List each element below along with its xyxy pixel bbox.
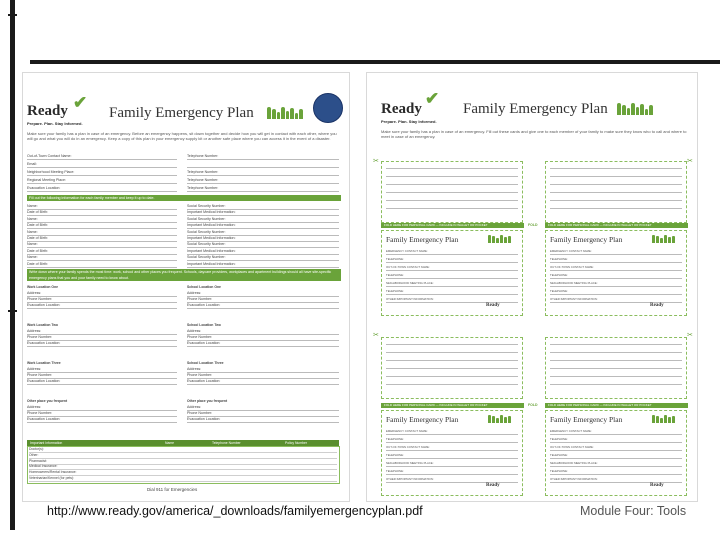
- contact-row-label: Neighborhood Meeting Place:: [27, 169, 177, 176]
- card-blank-line: [550, 352, 682, 353]
- source-url-caption[interactable]: http://www.ready.gov/america/_downloads/familyemergencyplan.pdf: [47, 504, 423, 518]
- fold-instruction-strip: FOLD HERE FOR PERSONAL CARD — INCLUDE IN WALLET OR POCKET: [545, 403, 688, 408]
- card-title: Family Emergency Plan: [550, 415, 623, 424]
- card-blank-line: [386, 176, 518, 177]
- wallet-card-blank: [381, 337, 523, 399]
- member-row-label: Important Medical Information:: [187, 209, 339, 216]
- family-silhouette-icon: [652, 235, 675, 243]
- place-field-label: Address:: [27, 367, 177, 373]
- card-title: Family Emergency Plan: [386, 415, 459, 424]
- card-field-label: TELEPHONE:: [550, 453, 568, 457]
- member-row-label: Date of Birth:: [27, 209, 177, 216]
- card-field-label: OTHER IMPORTANT INFORMATION:: [550, 297, 598, 301]
- member-row-label: Social Security Number:: [187, 203, 339, 210]
- card-field-line: [550, 434, 682, 435]
- card-field-line: [386, 278, 518, 279]
- household-section-header: Fill out the following information for each family member and keep it up to date.: [27, 195, 341, 201]
- wallet-card: [545, 410, 687, 496]
- card-ready-logo: Ready: [486, 483, 500, 488]
- member-row-label: Important Medical Information:: [187, 261, 339, 268]
- place-field-label: Address:: [27, 405, 177, 411]
- scissors-icon: ✂: [687, 332, 693, 339]
- card-blank-line: [386, 368, 518, 369]
- table-row: Homeowners/Rental Insurance:: [29, 470, 337, 476]
- card-field-line: [386, 442, 518, 443]
- footer-dial-911: Dial 911 for Emergencies: [147, 487, 198, 492]
- card-blank-line: [550, 184, 682, 185]
- table-row: Medical Insurance:: [29, 464, 337, 470]
- intro-paragraph: Make sure your family has a plan in case of an emergency. Before an emergency happens, sit down together and decide how you will get in contact with each other, where you will go and what you will do in an emergency. Keep a copy of this plan in your emergency supply kit or another safe place where you can access it in the event of a disaster.: [27, 131, 337, 141]
- place-field-label: Evacuation Location:: [27, 417, 177, 423]
- place-field-label: Evacuation Location:: [187, 341, 339, 347]
- place-field-label: Evacuation Location:: [27, 379, 177, 385]
- card-field-label: NEIGHBORHOOD MEETING PLACE:: [386, 461, 434, 465]
- table-header-cell: Important Information: [30, 441, 63, 445]
- member-row-label: Date of Birth:: [27, 222, 177, 229]
- card-field-line: [550, 254, 682, 255]
- contact-row-label: Regional Meeting Place:: [27, 177, 177, 184]
- card-blank-line: [550, 344, 682, 345]
- card-blank-line: [386, 352, 518, 353]
- card-field-label: EMERGENCY CONTACT NAME:: [550, 249, 592, 253]
- card-field-line: [550, 262, 682, 263]
- card-blank-line: [386, 376, 518, 377]
- place-field-label: Address:: [187, 367, 339, 373]
- member-row-label: Social Security Number:: [187, 254, 339, 261]
- card-blank-line: [550, 168, 682, 169]
- contact-row-label: Telephone Number:: [187, 169, 339, 176]
- card-field-line: [386, 434, 518, 435]
- place-field-label: Address:: [187, 291, 339, 297]
- place-title: Work Location Two: [27, 323, 58, 327]
- card-field-label: EMERGENCY CONTACT NAME:: [386, 249, 428, 253]
- card-blank-line: [386, 208, 518, 209]
- table-row: Pharmacist:: [29, 459, 337, 465]
- place-field-label: Address:: [187, 329, 339, 335]
- card-blank-line: [386, 360, 518, 361]
- member-row-label: Name:: [27, 254, 177, 261]
- page-title: Family Emergency Plan: [109, 105, 254, 121]
- place-field-label: Phone Number:: [187, 411, 339, 417]
- card-blank-line: [550, 376, 682, 377]
- place-field-label: Evacuation Location:: [27, 303, 177, 309]
- card-field-line: [550, 450, 682, 451]
- wallet-card-blank: [381, 161, 523, 223]
- card-field-line: [386, 474, 518, 475]
- card-field-label: OTHER IMPORTANT INFORMATION:: [386, 297, 434, 301]
- contact-row-label: Telephone Number:: [187, 153, 339, 160]
- place-field-label: Phone Number:: [187, 373, 339, 379]
- member-row-label: Name:: [27, 216, 177, 223]
- ready-tagline: Prepare. Plan. Stay Informed.: [27, 121, 83, 126]
- wallet-card: [381, 230, 523, 316]
- family-silhouette-icon: [488, 415, 511, 423]
- place-title: Other place you frequent: [187, 399, 228, 403]
- member-row-label: Date of Birth:: [27, 261, 177, 268]
- contact-row-label: Email:: [27, 161, 177, 168]
- table-header-cell: Name: [165, 441, 175, 445]
- member-row-label: Date of Birth:: [27, 235, 177, 242]
- card-blank-line: [550, 192, 682, 193]
- place-title: School Location Two: [187, 323, 221, 327]
- card-field-line: [386, 270, 518, 271]
- card-field-line: [386, 254, 518, 255]
- family-silhouette-icon: [488, 235, 511, 243]
- member-row-label: Name:: [27, 229, 177, 236]
- card-title: Family Emergency Plan: [386, 235, 459, 244]
- contact-row-label: Telephone Number:: [187, 185, 339, 192]
- border-tick: [8, 310, 17, 312]
- card-blank-line: [386, 384, 518, 385]
- card-blank-line: [386, 168, 518, 169]
- fold-instruction-strip: FOLD HERE FOR PERSONAL CARD — INCLUDE IN WALLET OR POCKET: [545, 223, 688, 228]
- card-field-label: TELEPHONE:: [550, 273, 568, 277]
- card-ready-logo: Ready: [650, 483, 664, 488]
- card-blank-line: [386, 184, 518, 185]
- contact-row-label: Out-of-Town Contact Name:: [27, 153, 177, 160]
- family-silhouette-icon: [652, 415, 675, 423]
- fold-label: FOLD: [528, 223, 538, 227]
- member-row-label: Important Medical Information:: [187, 248, 339, 255]
- card-field-label: TELEPHONE:: [386, 257, 404, 261]
- card-field-label: OUT-OF-TOWN CONTACT NAME:: [550, 265, 594, 269]
- card-field-label: OTHER IMPORTANT INFORMATION:: [550, 477, 598, 481]
- card-blank-line: [386, 344, 518, 345]
- card-field-label: TELEPHONE:: [550, 257, 568, 261]
- member-row-label: Date of Birth:: [27, 248, 177, 255]
- card-field-line: [550, 474, 682, 475]
- card-field-line: [386, 262, 518, 263]
- card-field-line: [550, 466, 682, 467]
- place-field-label: Evacuation Location:: [187, 379, 339, 385]
- card-field-line: [550, 270, 682, 271]
- fold-instruction-strip: FOLD HERE FOR PERSONAL CARD — INCLUDE IN WALLET OR POCKET: [381, 223, 524, 228]
- ready-logo: Ready: [381, 101, 422, 117]
- card-field-line: [386, 450, 518, 451]
- member-row-label: Social Security Number:: [187, 216, 339, 223]
- wallet-card: [545, 230, 687, 316]
- card-blank-line: [550, 360, 682, 361]
- family-emergency-plan-page-2: [366, 72, 698, 502]
- card-field-line: [550, 442, 682, 443]
- card-field-label: OUT-OF-TOWN CONTACT NAME:: [386, 265, 430, 269]
- fold-instruction-strip: FOLD HERE FOR PERSONAL CARD — INCLUDE IN WALLET OR POCKET: [381, 403, 524, 408]
- card-blank-line: [550, 368, 682, 369]
- table-header-cell: Telephone Number: [212, 441, 241, 445]
- card-field-line: [550, 458, 682, 459]
- table-header-cell: Policy Number: [285, 441, 308, 445]
- scissors-icon: ✂: [373, 332, 379, 339]
- place-field-label: Phone Number:: [27, 373, 177, 379]
- card-field-line: [550, 286, 682, 287]
- card-field-label: TELEPHONE:: [550, 437, 568, 441]
- place-field-label: Evacuation Location:: [187, 417, 339, 423]
- card-field-line: [386, 466, 518, 467]
- dhs-seal-icon: [313, 93, 343, 123]
- member-row-label: Name:: [27, 241, 177, 248]
- card-ready-logo: Ready: [650, 303, 664, 308]
- place-title: Other place you frequent: [27, 399, 68, 403]
- card-field-label: NEIGHBORHOOD MEETING PLACE:: [550, 461, 598, 465]
- family-silhouette-icon: [267, 107, 303, 119]
- contact-row-label: [187, 161, 339, 168]
- place-field-label: Address:: [27, 291, 177, 297]
- card-field-label: EMERGENCY CONTACT NAME:: [550, 429, 592, 433]
- border-tick: [8, 14, 17, 16]
- left-border-bar: [10, 0, 15, 530]
- card-field-label: EMERGENCY CONTACT NAME:: [386, 429, 428, 433]
- table-row: Veterinarian/Kennel (for pets):: [29, 476, 337, 482]
- checkmark-icon: ✔: [73, 93, 88, 112]
- card-blank-line: [386, 192, 518, 193]
- card-field-line: [386, 294, 518, 295]
- top-horizontal-rule: [30, 60, 720, 64]
- place-field-label: Phone Number:: [187, 335, 339, 341]
- wallet-card-blank: [545, 161, 687, 223]
- wallet-card-blank: [545, 337, 687, 399]
- card-blank-line: [550, 200, 682, 201]
- card-blank-line: [550, 208, 682, 209]
- card-field-line: [386, 286, 518, 287]
- card-field-label: OUT-OF-TOWN CONTACT NAME:: [386, 445, 430, 449]
- places-section-header: Write down where your family spends the most time: work, school and other places you frequent. Schools, daycare providers, workplaces and apartment buildings should all have site-specific emergency plans that you and your family need to know about.: [27, 269, 341, 281]
- member-row-label: Social Security Number:: [187, 241, 339, 248]
- place-title: School Location Three: [187, 361, 224, 365]
- place-title: Work Location Three: [27, 361, 61, 365]
- table-row: Other:: [29, 453, 337, 459]
- family-silhouette-icon: [617, 103, 653, 115]
- member-row-label: Important Medical Information:: [187, 222, 339, 229]
- card-blank-line: [386, 200, 518, 201]
- card-blank-line: [550, 176, 682, 177]
- place-title: School Location One: [187, 285, 221, 289]
- card-title: Family Emergency Plan: [550, 235, 623, 244]
- place-field-label: Evacuation Location:: [27, 341, 177, 347]
- place-field-label: Address:: [187, 405, 339, 411]
- module-caption: Module Four: Tools: [580, 504, 687, 518]
- wallet-card: [381, 410, 523, 496]
- card-ready-logo: Ready: [486, 303, 500, 308]
- scissors-icon: ✂: [373, 158, 379, 165]
- place-field-label: Phone Number:: [187, 297, 339, 303]
- scissors-icon: ✂: [687, 158, 693, 165]
- contact-row-label: Telephone Number:: [187, 177, 339, 184]
- page-title: Family Emergency Plan: [463, 101, 608, 117]
- card-field-label: TELEPHONE:: [550, 469, 568, 473]
- fold-label: FOLD: [528, 403, 538, 407]
- intro-paragraph: Make sure your family has a plan in case of an emergency. Fill out these cards and give one to each member of your family to make sure they know who to call and where to meet in case of an emergency.: [381, 129, 687, 139]
- place-field-label: Phone Number:: [27, 297, 177, 303]
- card-field-label: TELEPHONE:: [386, 437, 404, 441]
- member-row-label: Name:: [27, 203, 177, 210]
- card-field-label: OUT-OF-TOWN CONTACT NAME:: [550, 445, 594, 449]
- card-field-label: TELEPHONE:: [386, 453, 404, 457]
- card-field-line: [550, 294, 682, 295]
- card-field-line: [386, 458, 518, 459]
- ready-logo: Ready: [27, 103, 68, 119]
- member-row-label: Important Medical Information:: [187, 235, 339, 242]
- card-field-label: OTHER IMPORTANT INFORMATION:: [386, 477, 434, 481]
- card-field-label: NEIGHBORHOOD MEETING PLACE:: [550, 281, 598, 285]
- place-field-label: Evacuation Location:: [187, 303, 339, 309]
- family-emergency-plan-page-1: [22, 72, 350, 502]
- place-field-label: Phone Number:: [27, 335, 177, 341]
- card-field-line: [550, 278, 682, 279]
- place-field-label: Phone Number:: [27, 411, 177, 417]
- card-field-label: TELEPHONE:: [550, 289, 568, 293]
- checkmark-icon: ✔: [425, 89, 440, 108]
- place-field-label: Address:: [27, 329, 177, 335]
- contact-row-label: Evacuation Location:: [27, 185, 177, 192]
- ready-tagline: Prepare. Plan. Stay Informed.: [381, 119, 437, 124]
- card-field-label: NEIGHBORHOOD MEETING PLACE:: [386, 281, 434, 285]
- card-field-label: TELEPHONE:: [386, 273, 404, 277]
- card-field-label: TELEPHONE:: [386, 469, 404, 473]
- member-row-label: Social Security Number:: [187, 229, 339, 236]
- card-field-label: TELEPHONE:: [386, 289, 404, 293]
- table-row: Doctor(s):: [29, 447, 337, 453]
- place-title: Work Location One: [27, 285, 59, 289]
- card-blank-line: [550, 384, 682, 385]
